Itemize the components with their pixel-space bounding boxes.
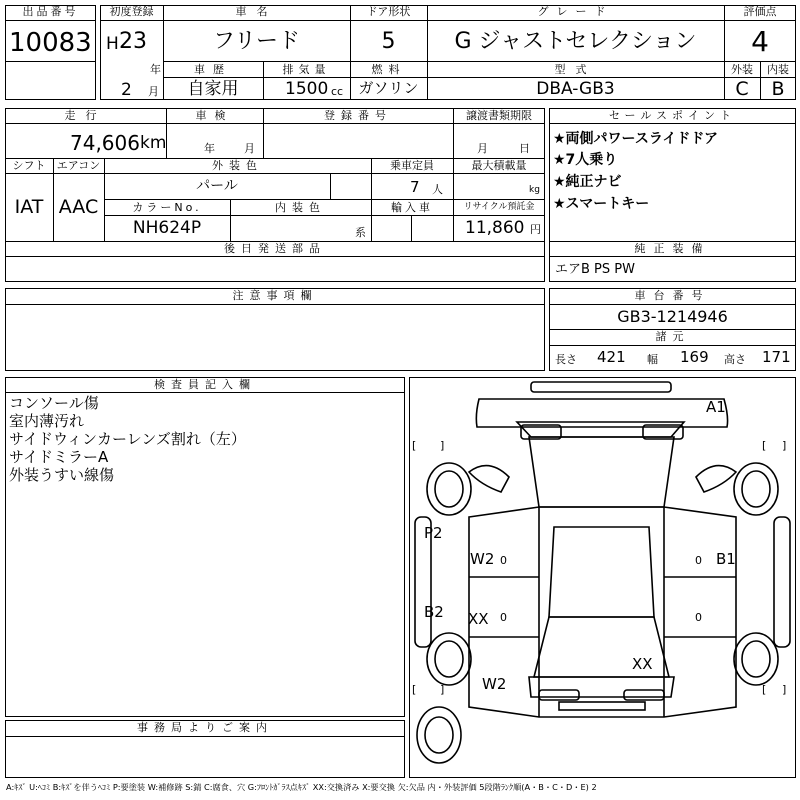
int-grade: B [771,78,785,100]
inspector-line: 外装うすい線傷 [9,466,115,484]
lot-label: 出品番号 [22,5,79,18]
width-value: 169 [680,348,709,366]
mileage-label: 走行 [64,109,107,122]
disp-label: 排気量 [282,63,331,76]
name-label: 車名 [235,5,278,18]
equipment-value: エアB PS PW [555,262,635,277]
history: 自家用 [187,79,239,99]
mark-b2: B2 [424,603,444,621]
inspector-line: サイドミラーA [9,448,109,466]
bracket-right: ] [440,683,445,696]
capacity: 7 [410,178,420,196]
inspector-line: 室内薄汚れ [9,412,85,430]
inspector-line: コンソール傷 [9,394,99,412]
reg-label: 初度登録 [109,5,154,18]
sales-label: セールスポイント [608,109,736,122]
bracket-right: ] [782,439,787,452]
fuel: ガソリン [358,79,419,97]
insp-year-unit: 年 [204,142,215,155]
mark-a1: A1 [706,398,726,416]
import-label: 輸入車 [391,201,433,214]
mark-xx-left: XX [468,610,489,628]
insp-month-unit: 月 [244,142,255,155]
capacity-label: 乗車定員 [390,159,434,172]
legend: A:ｷｽﾞ U:ﾍｺﾐ B:ｷｽﾞを伴うﾍｺﾐ P:要塗装 W:補修跡 S:錆 C:腐食、穴 G:ﾌﾛﾝﾄｶﾞﾗｽ点ｷｽﾞ XX:交換済み X:要交換 欠:欠品 内・外装評価 5段階ﾗﾝｸ順(A・B・C・D・E) 2 [6,782,597,792]
shift-label: シフト [12,159,46,172]
detail-box [5,108,545,242]
mileage: 74,606 [70,131,140,155]
sales-point: ★純正ナビ [553,174,622,190]
score-label: 評価点 [743,5,777,18]
disp-unit: cc [331,85,344,98]
later-parts-label: 後日発送部品 [224,242,326,255]
plate-label: 登録番号 [324,109,392,122]
model: DBA-GB3 [536,79,615,99]
ext-label: 外装 [731,63,753,76]
color: パール [196,178,238,194]
score: 4 [751,25,769,58]
month-unit: 月 [148,85,159,98]
chassis-value: GB3-1214946 [617,307,728,326]
mark-p2: P2 [424,524,443,542]
mark-zero: 0 [695,611,702,624]
sales-point: ★7人乗り [553,152,618,168]
color-no: NH624P [132,218,202,238]
bracket-left: [ [762,439,767,452]
displacement: 1500 [285,79,329,99]
mark-w2-left: W2 [470,550,495,568]
mark-b1: B1 [716,550,736,568]
mark-w2-bottom: W2 [482,675,507,693]
length-label: 長さ [555,353,577,366]
inspection-label: 車検 [195,109,234,122]
int-label: 内装 [767,63,789,76]
mark-xx-right: XX [632,655,653,673]
bracket-right: ] [440,439,445,452]
ext-grade: C [735,78,749,100]
length-value: 421 [597,348,626,366]
height-label: 高さ [724,353,746,366]
year-unit: 年 [150,63,161,76]
width-label: 幅 [647,353,658,366]
recycle: 11,860 [465,218,525,238]
era: H [106,34,119,54]
recycle-unit: 円 [530,223,541,236]
spec-label: 諸元 [655,330,690,343]
bracket-left: [ [762,683,767,696]
mileage-unit: km [140,133,167,153]
interior-color-label: 内装色 [275,201,326,214]
notes-label: 注意事項欄 [232,289,318,302]
ac-label: エアコン [56,159,101,172]
shift: IAT [14,196,44,218]
chassis-label: 車台番号 [634,289,711,302]
car-diagram [409,377,796,778]
door-label: ドア形状 [366,5,411,18]
recycle-label: リサイクル預託金 [463,202,535,212]
bracket-left: [ [412,439,417,452]
lot-number: 10083 [9,28,92,58]
load-unit: kg [529,185,540,195]
grade: G ジャストセレクション [454,29,697,54]
color-label: 外装色 [212,159,263,172]
model-label: 型式 [554,63,597,76]
doors: 5 [381,29,396,54]
history-label: 車歴 [194,63,232,76]
sales-point: ★両側パワースライドドア [553,131,719,147]
transfer-day: 日 [519,142,530,155]
inspector-label: 検査員記入欄 [154,378,256,391]
fuel-label: 燃料 [371,63,406,76]
mark-zero: 0 [500,611,507,624]
transfer-label: 譲渡書類期限 [466,109,532,122]
mark-zero: 0 [695,554,702,567]
equipment-label: 純正装備 [634,242,711,255]
reg-year: 23 [119,29,147,54]
bracket-right: ] [782,683,787,696]
height-value: 171 [762,348,791,366]
car-name: フリード [212,29,301,54]
mark-zero: 0 [500,554,507,567]
color-no-label: カラーNo. [132,201,202,214]
office-label: 事務局よりご案内 [137,721,273,734]
ac: AAC [58,196,99,218]
load-label: 最大積載量 [471,159,527,172]
transfer-month: 月 [477,142,488,155]
sales-point: ★スマートキー [553,196,650,212]
interior-unit: 系 [355,226,366,239]
grade-label: グレード [537,5,614,18]
bracket-left: [ [412,683,417,696]
inspector-line: サイドウィンカーレンズ割れ（左） [9,430,246,448]
capacity-unit: 人 [432,183,443,196]
reg-month: 2 [121,80,132,100]
